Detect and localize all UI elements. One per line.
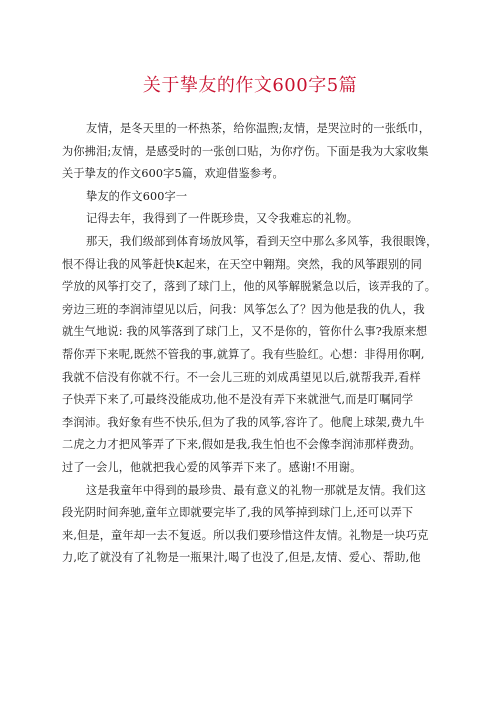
text-line: 我就不信没有你就不行。不一会儿三班的刘成禹望见以后,就帮我弄,看样 <box>62 370 421 384</box>
text-line: 李润沛。我好象有些不快乐,但为了我的风筝,容许了。他爬上球架,费九牛 <box>62 415 425 429</box>
text-line: 来,但是，童年却一去不复返。所以我们要珍惜这件友情。礼物是一块巧克 <box>62 528 429 542</box>
text-line: 恨不得让我的风筝赶快K起来，在天空中翱翔。突然，我的风筝跟别的同 <box>62 257 422 271</box>
text-line: 二虎之力才把风筝弄了下来,假如是我,我生怕也不会像李润沛那样费劲。 <box>62 438 421 452</box>
document-title: 关于挚友的作文600字5篇 <box>142 75 358 96</box>
text-line: 友情，是冬天里的一杯热茶，给你温煦;友情，是哭泣时的一张纸巾， <box>86 122 431 135</box>
text-line: 关于挚友的作文600字5篇，欢迎借鉴参考。 <box>62 167 284 181</box>
text-line: 段光阴时间奔驰,童年立即就要完毕了,我的风筝掉到球门上,还可以弄下 <box>62 506 414 520</box>
text-line: 旁边三班的李润沛望见以后，问我：风筝怎么了？因为他是我的仇人，我 <box>62 302 425 316</box>
text-line: 为你拂泪;友情，是感受时的一张创口贴，为你疗伤。下面是我为大家收集 <box>62 144 429 158</box>
text-line: 力,吃了就没有了礼物是一瓶果汁,喝了也没了,但是,友情、爱心、帮助,他 <box>62 551 421 565</box>
text-line: 过了一会儿，他就把我心爱的风筝弄下来了。感谢!不用谢。 <box>62 460 362 474</box>
text-line: 帮你弄下来呢,既然不管我的事,就算了。我有些脸红。心想：非得用你啊, <box>62 347 425 361</box>
text-line: 挚友的作文600字一 <box>86 189 188 203</box>
text-line: 这是我童年中得到的最珍贵、最有意义的礼物一那就是友情。我们这 <box>86 483 427 497</box>
text-line: 子快弄下来了,可最终没能成功,他不是没有弄下来就泄气,而是叮嘱同学 <box>62 393 414 407</box>
text-line: 就生气地说: 我的风筝落到了球门上，又不是你的，管你什么事?我原来想 <box>62 325 428 339</box>
document-body <box>62 118 442 570</box>
text-line: 记得去年，我得到了一件既珍贵，又令我难忘的礼物。 <box>86 212 359 226</box>
text-line: 那天，我们级部到体育场放风筝，看到天空中那么多风筝，我很眼馋， <box>86 234 438 248</box>
text-line: 学放的风筝打交了，落到了球门上，他的风筝解脱紧急以后，该弄我的了。 <box>62 280 437 294</box>
